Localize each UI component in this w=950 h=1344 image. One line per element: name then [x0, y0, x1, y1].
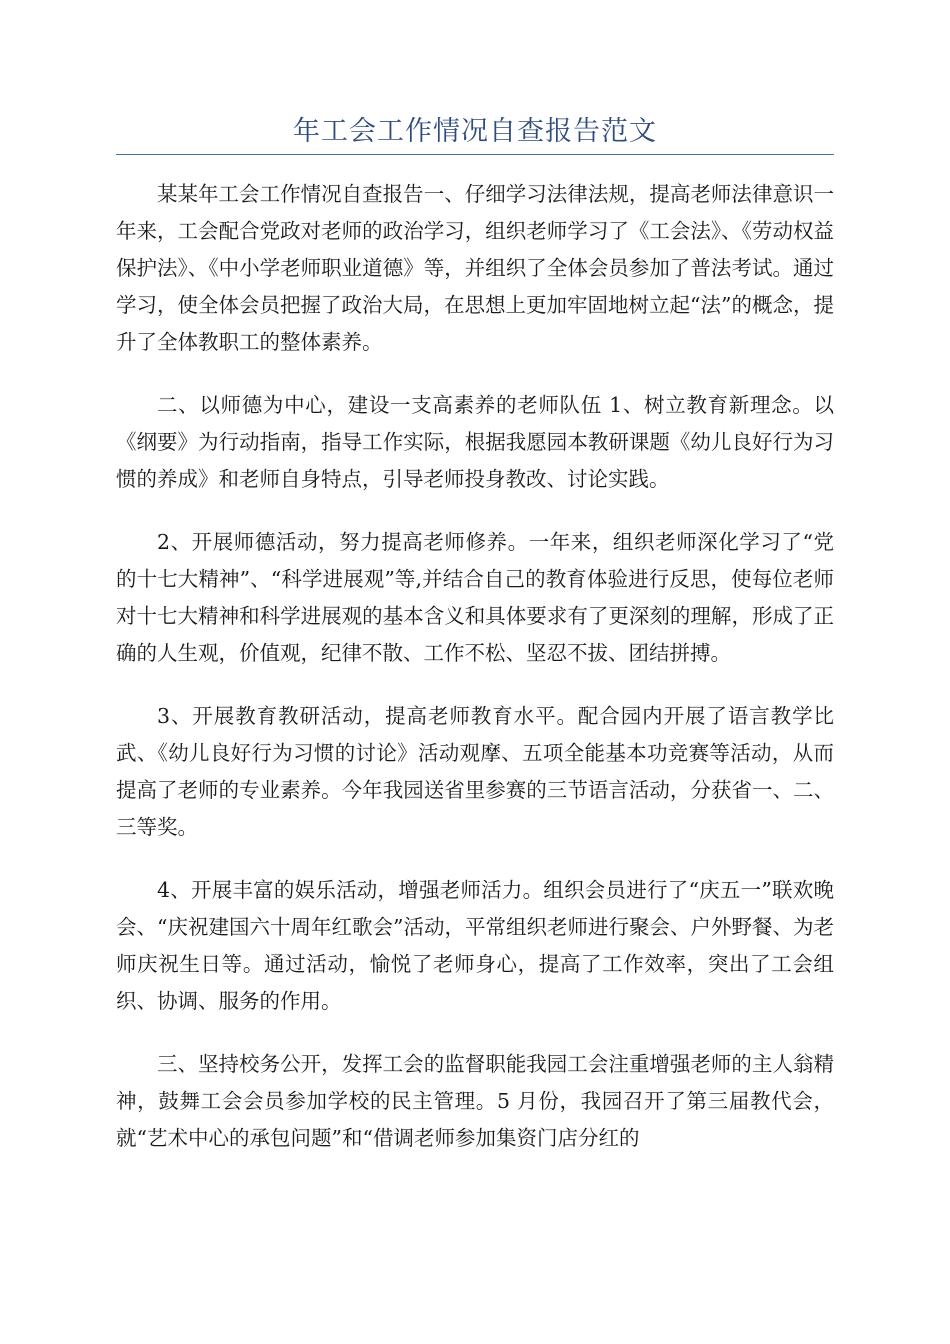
paragraph: 某某年工会工作情况自查报告一、仔细学习法律法规，提高老师法律意识一年来，工会配合党政对老师的政治学习，组织老师学习了《工会法》、《劳动权益保护法》、《中小学老师职业道德》等，并组织了全体会员参加了普法考试。通过学习，使全体会员把握了政治大局，在思想上更加牢固地树立起“法”的概念，提升了全体教职工的整体素养。 — [116, 182, 834, 354]
paragraph: 三、坚持校务公开，发挥工会的监督职能我园工会注重增强老师的主人翁精神，鼓舞工会会员参加学校的民主管理。5 月份，我园召开了第三届教代会，就“艺术中心的承包问题”和“借调老师参加集资门店分红的 — [116, 1052, 834, 1150]
paragraph: 3、开展教育教研活动，提高老师教育水平。配合园内开展了语言教学比武、《幼儿良好行为习惯的讨论》活动观摩、五项全能基本功竞赛等活动，从而提高了老师的专业素养。今年我园送省里参赛的三节语言活动，分获省一、二、三等奖。 — [116, 704, 834, 839]
title-divider — [116, 154, 834, 155]
document-title: 年工会工作情况自查报告范文 — [293, 116, 657, 147]
paragraph: 二、以师德为中心，建设一支高素养的老师队伍 1、树立教育新理念。以《纲要》为行动指南，指导工作实际，根据我愿园本教研课题《幼儿良好行为习惯的养成》和老师自身特点，引导老师投身教改、讨论实践。 — [116, 393, 834, 491]
paragraph: 4、开展丰富的娱乐活动，增强老师活力。组织会员进行了“庆五一”联欢晚会、“庆祝建国六十周年红歌会”活动，平常组织老师进行聚会、户外野餐、为老师庆祝生日等。通过活动，愉悦了老师身心，提高了工作效率，突出了工会组织、协调、服务的作用。 — [116, 878, 834, 1013]
document-body — [116, 176, 834, 1183]
paragraph: 2、开展师德活动，努力提高老师修养。一年来，组织老师深化学习了“党的十七大精神”、“科学进展观”等,并结合自己的教育体验进行反思，使每位老师对十七大精神和科学进展观的基本含义和具体要求有了更深刻的理解，形成了正确的人生观，价值观，纪律不散、工作不松、坚忍不拔、团结拼搏。 — [116, 530, 834, 665]
